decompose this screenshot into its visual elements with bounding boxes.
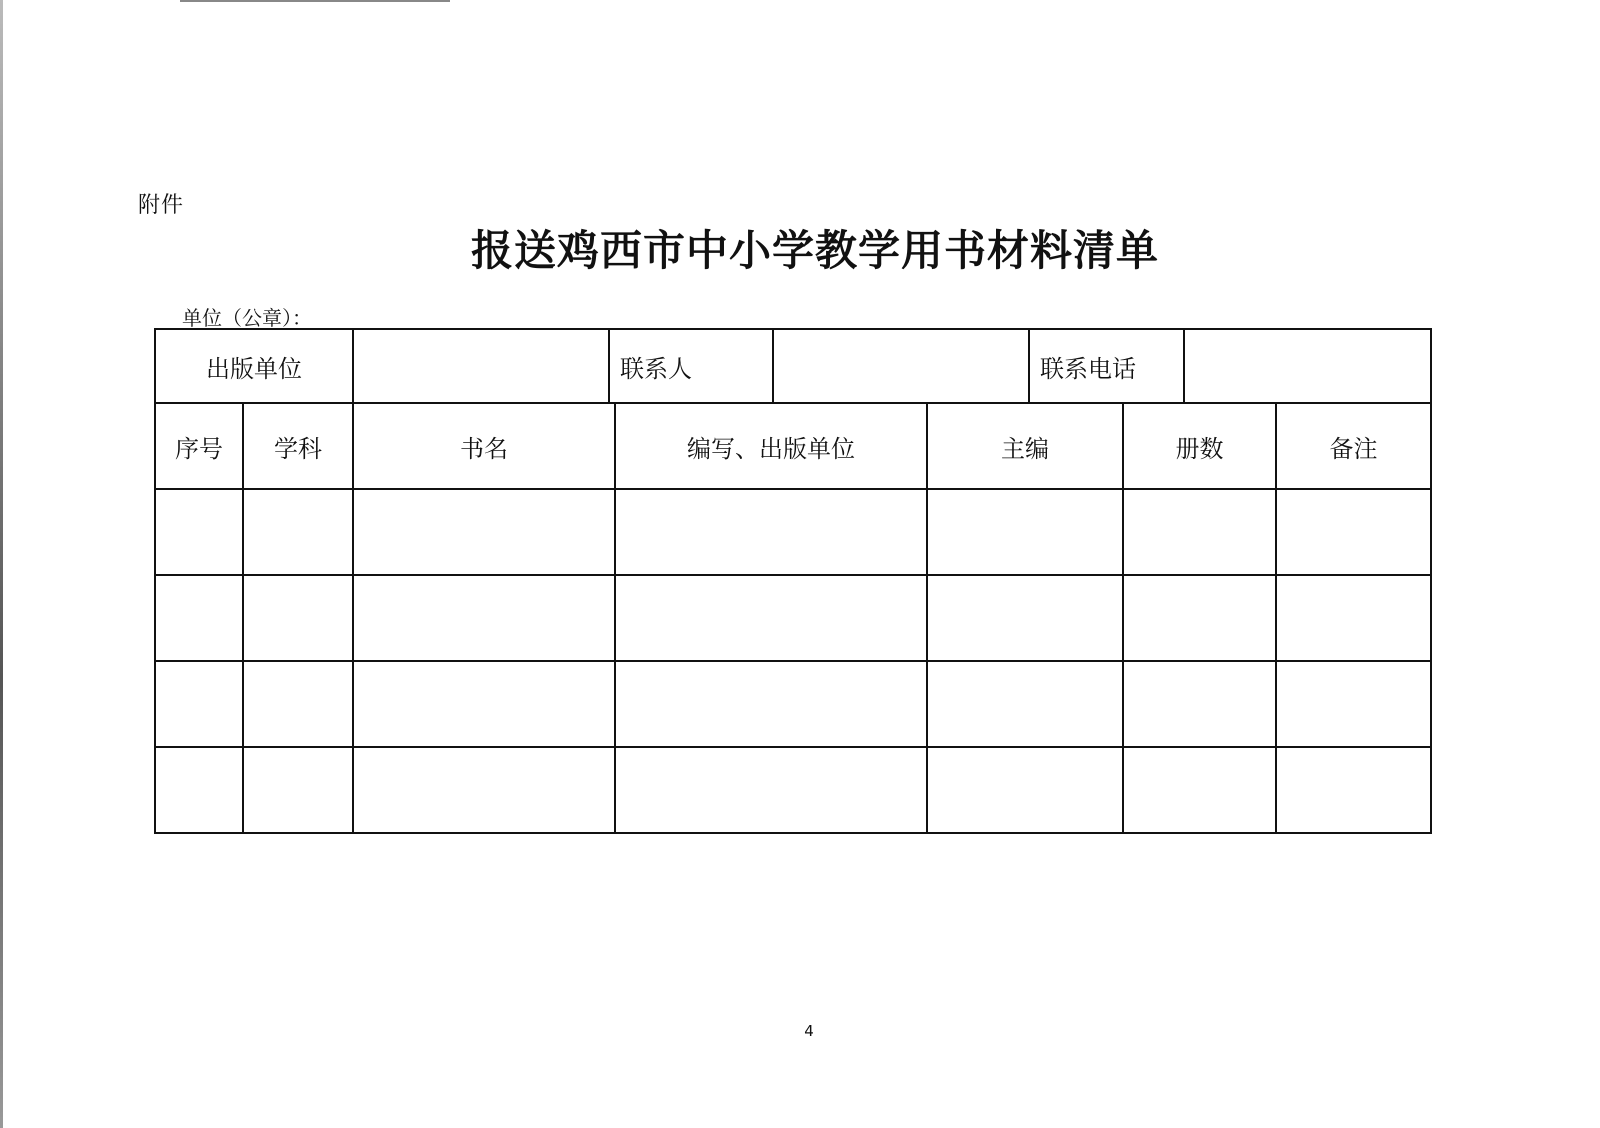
cell-volume-count[interactable] <box>1124 490 1277 574</box>
page-title: 报送鸡西市中小学教学用书材料清单 <box>470 226 1159 275</box>
contact-label: 联系人 <box>610 330 774 402</box>
cell-subject[interactable] <box>244 662 354 746</box>
cell-book-title[interactable] <box>354 748 616 832</box>
page-number: 4 <box>804 1022 814 1040</box>
cell-subject[interactable] <box>244 748 354 832</box>
cell-volume-count[interactable] <box>1124 576 1277 660</box>
scan-edge-top <box>180 0 450 2</box>
table-row <box>156 576 1430 662</box>
column-header-subject: 学科 <box>244 404 354 488</box>
column-header-remarks: 备注 <box>1329 434 1378 463</box>
info-row <box>156 330 1430 404</box>
column-header-volume-count: 册数 <box>1124 404 1277 488</box>
annex-label: 附件 <box>138 193 185 218</box>
cell-chief-editor[interactable] <box>928 490 1124 574</box>
cell-chief-editor[interactable] <box>928 576 1124 660</box>
column-header-book-title: 书名 <box>354 404 616 488</box>
column-header-index: 序号 <box>156 404 244 488</box>
contact-field[interactable] <box>774 330 1030 402</box>
scan-edge-left <box>0 0 3 1128</box>
cell-index[interactable] <box>156 576 244 660</box>
cell-volume-count[interactable] <box>1124 748 1277 832</box>
cell-index[interactable] <box>156 490 244 574</box>
table-row <box>156 490 1430 576</box>
cell-remarks[interactable] <box>1277 748 1430 832</box>
cell-author-publisher[interactable] <box>616 490 928 574</box>
cell-author-publisher[interactable] <box>616 748 928 832</box>
cell-book-title[interactable] <box>354 576 616 660</box>
cell-author-publisher[interactable] <box>616 662 928 746</box>
cell-chief-editor[interactable] <box>928 662 1124 746</box>
materials-form-table <box>154 328 1432 834</box>
unit-seal-label: 单位（公章）： <box>182 306 312 330</box>
cell-subject[interactable] <box>244 490 354 574</box>
publisher-label: 出版单位 <box>156 330 354 402</box>
column-header-chief-editor: 主编 <box>928 404 1124 488</box>
phone-label: 联系电话 <box>1030 330 1185 402</box>
cell-volume-count[interactable] <box>1124 662 1277 746</box>
table-header-row <box>156 404 1430 490</box>
cell-book-title[interactable] <box>354 662 616 746</box>
cell-subject[interactable] <box>244 576 354 660</box>
table-row <box>156 748 1430 832</box>
cell-book-title[interactable] <box>354 490 616 574</box>
cell-index[interactable] <box>156 748 244 832</box>
cell-index[interactable] <box>156 662 244 746</box>
cell-remarks[interactable] <box>1277 576 1430 660</box>
cell-remarks[interactable] <box>1277 490 1430 574</box>
cell-remarks[interactable] <box>1277 662 1430 746</box>
cell-author-publisher[interactable] <box>616 576 928 660</box>
publisher-field[interactable] <box>354 330 610 402</box>
phone-field[interactable] <box>1185 330 1430 402</box>
column-header-author-publisher: 编写、出版单位 <box>616 404 928 488</box>
cell-chief-editor[interactable] <box>928 748 1124 832</box>
table-row <box>156 662 1430 748</box>
